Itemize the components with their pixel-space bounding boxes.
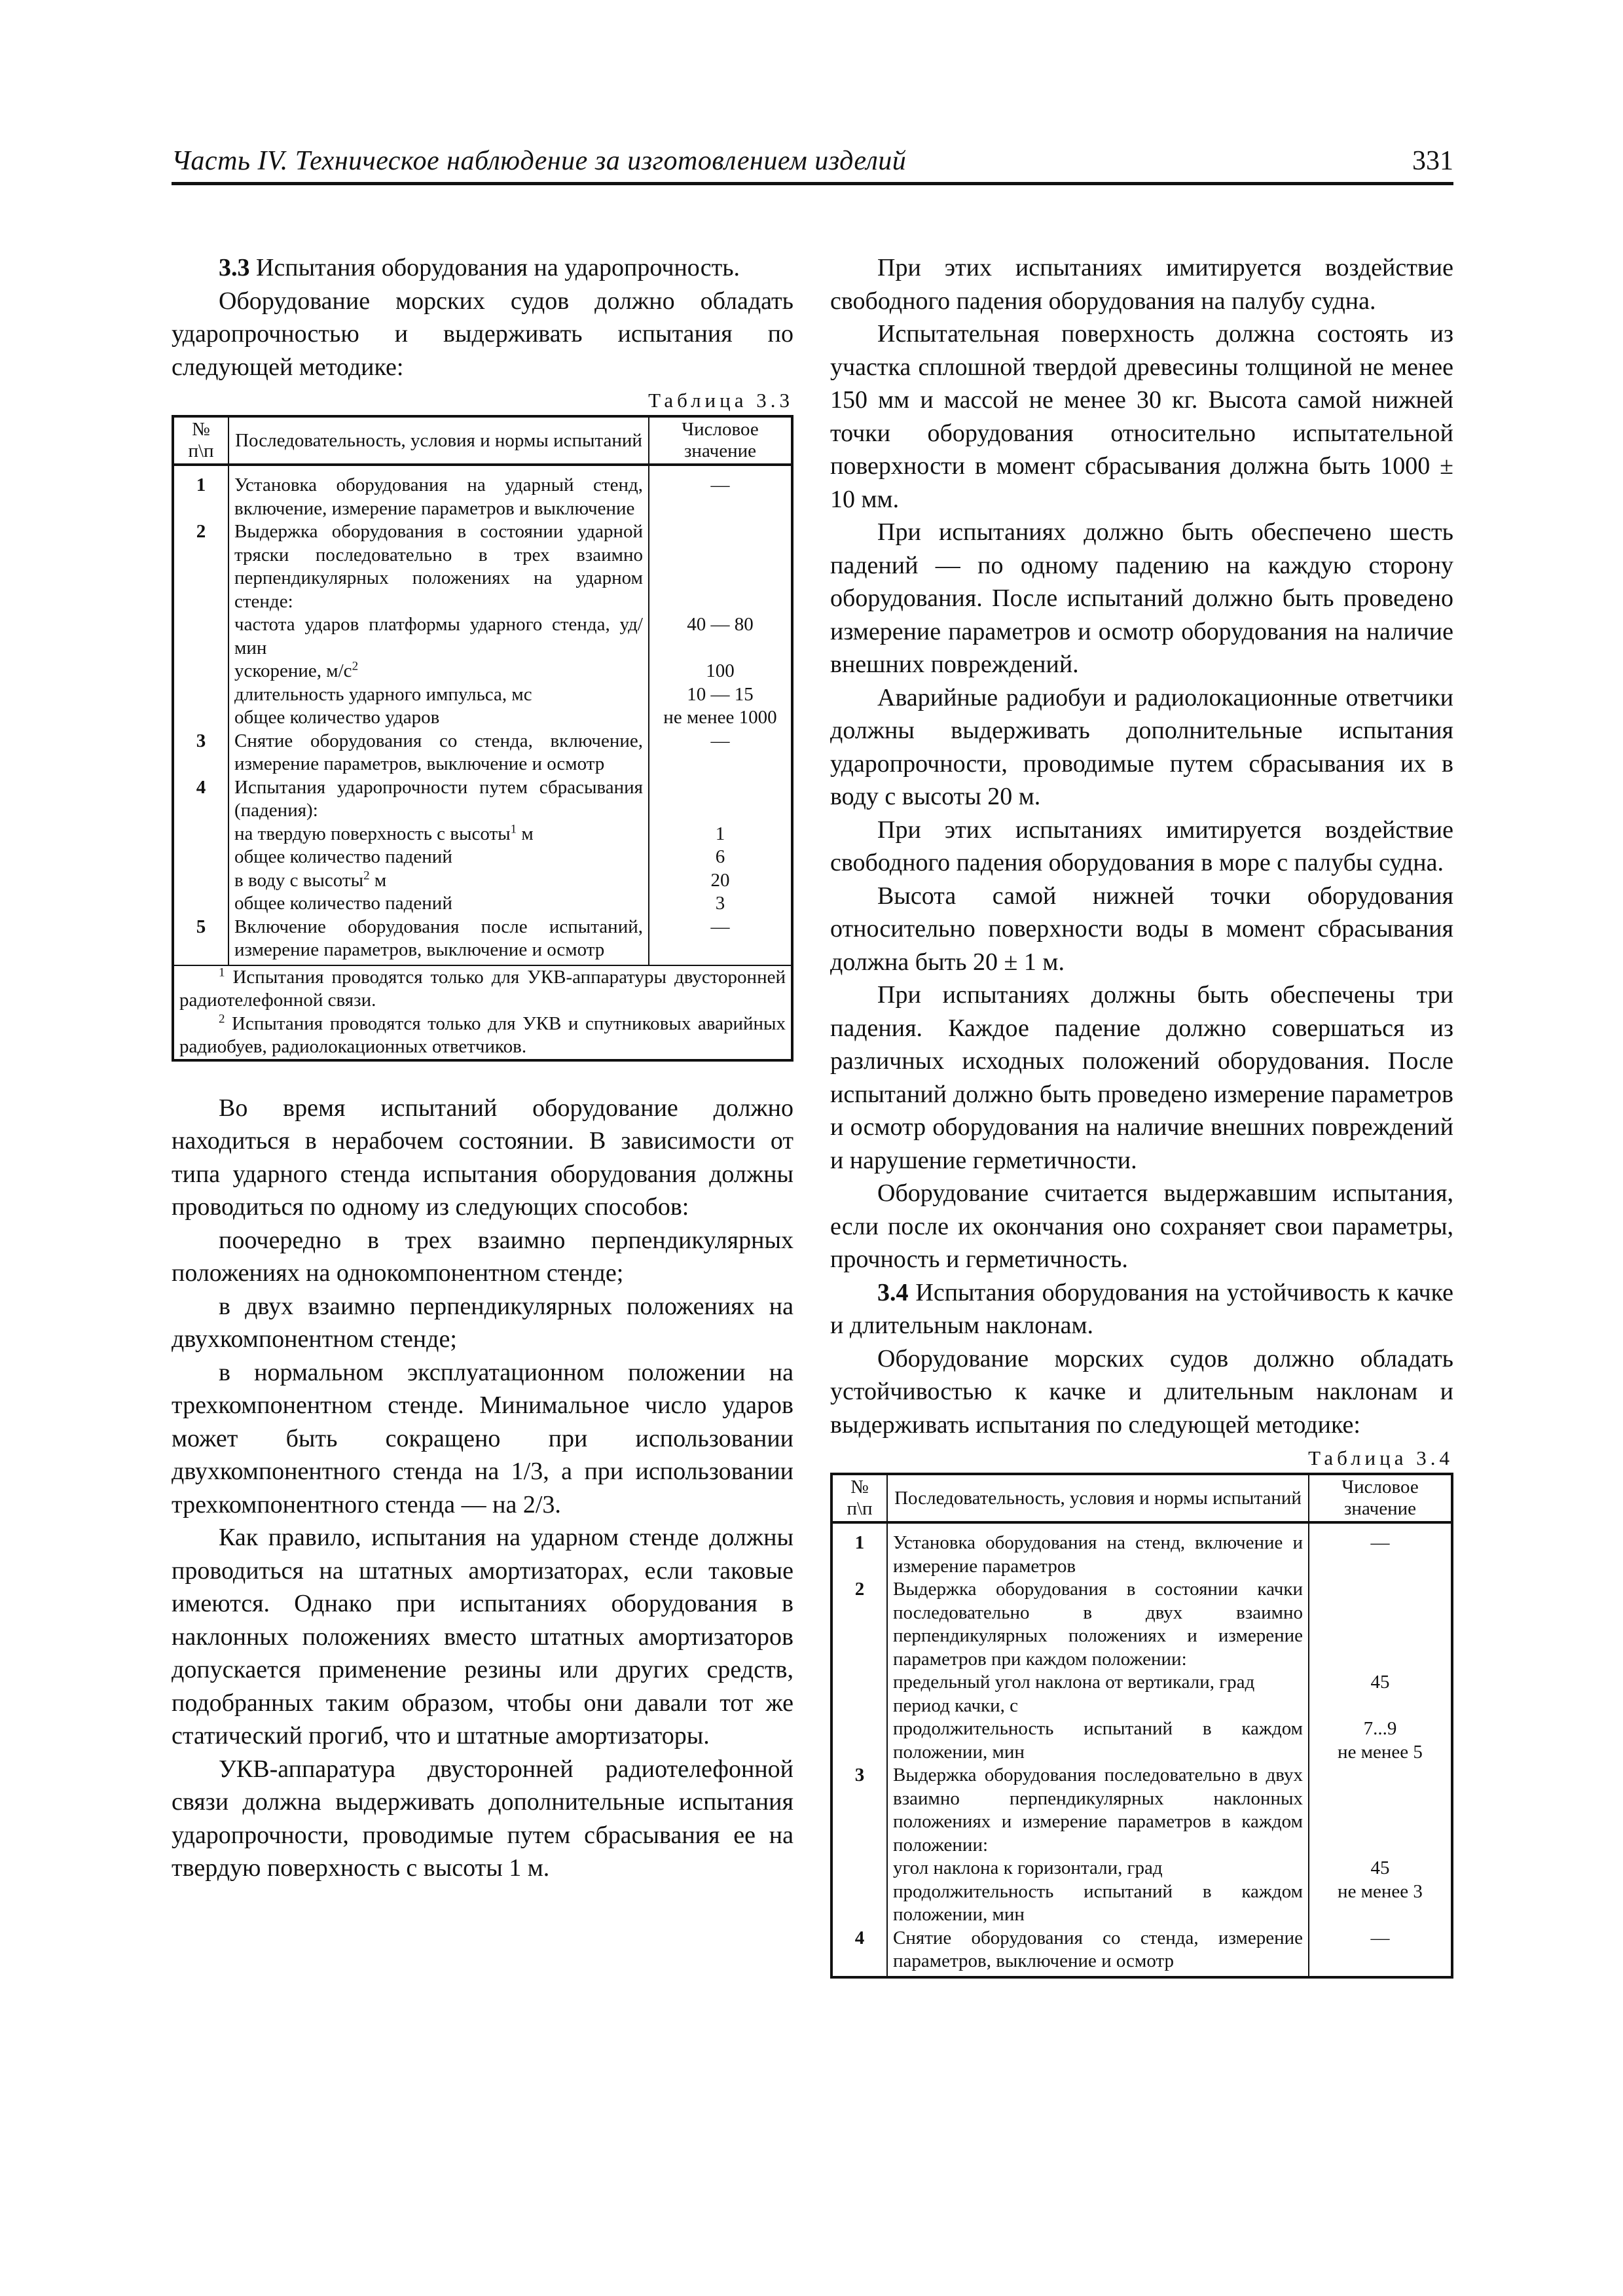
text: ускорение, м/с — [234, 660, 352, 681]
footnote-2 — [179, 1013, 786, 1059]
table-header-row — [831, 1474, 1452, 1522]
spacer — [1315, 1764, 1446, 1857]
row-desc-line: длительность ударного импульса, мс — [234, 683, 532, 705]
table-3-3-caption: Таблица 3.3 — [648, 389, 793, 412]
row-desc-line — [234, 660, 643, 683]
row-number: 2 — [831, 1578, 887, 1764]
col-header-desc: Последовательность, условия и нормы испытаний — [228, 416, 649, 465]
text: на твердую поверхность с высоты — [234, 823, 511, 844]
row-value-line: не менее 1000 — [663, 707, 777, 728]
row-value-line: 45 — [1370, 1857, 1390, 1878]
row-desc-line: Выдержка оборудования в состоянии качки последовательно в двух взаимно перпендикулярных положениях и измерение параметров при каждом положении: — [893, 1579, 1303, 1670]
table-row — [173, 776, 792, 916]
table-3-4 — [830, 1473, 1453, 1979]
row-desc-line — [234, 869, 643, 893]
table-row — [173, 520, 792, 730]
row-number: 4 — [173, 776, 228, 916]
row-desc-line: Выдержка оборудования последовательно в двух взаимно перпендикулярных наклонных положениях и измерение параметров в каждом положении: — [893, 1765, 1303, 1856]
col-header-num: № п\п — [831, 1474, 887, 1522]
row-desc: Снятие оборудования со стенда, измерение параметров, выключение и осмотр — [887, 1927, 1309, 1977]
footnote-1 — [179, 966, 786, 1013]
row-value-line: 3 — [715, 893, 725, 914]
paragraph: При этих испытаниях имитируется воздействие свободного падения оборудования на палубу судна. — [830, 254, 1453, 315]
row-desc-line: Испытания ударопрочности путем сбрасывания (падения): — [234, 776, 643, 821]
row-desc — [887, 1764, 1309, 1927]
row-number: 1 — [173, 465, 228, 520]
row-value-line: 6 — [715, 846, 725, 867]
paragraph: При испытаниях должны быть обеспечены три падения. Каждое падение должно совершаться из различных исходных положений оборудования. После испытаний должно быть проведено измерение параметров и осмотр оборудования на наличие внешних повреждений и нарушение герметичности. — [830, 981, 1453, 1174]
superscript: 2 — [352, 659, 359, 673]
footnote-mark: 2 — [219, 1011, 225, 1026]
paragraph: Во время испытаний оборудование должно находиться в нерабочем состоянии. В зависимости от типа ударного стенда испытания оборудования должны проводиться по одному из следующих способов: — [172, 1094, 793, 1221]
row-value: — — [649, 730, 792, 776]
paragraph: Высота самой нижней точки оборудования относительно поверхности воды в момент сбрасывания должна быть 20 ± 1 м. — [830, 882, 1453, 976]
spacer — [1315, 1695, 1446, 1718]
col-header-value: Числовое значение — [649, 416, 792, 465]
row-value-line: 45 — [1370, 1672, 1390, 1693]
row-value: — — [649, 916, 792, 965]
section-number: 3.4 — [877, 1278, 909, 1306]
row-value — [649, 520, 792, 730]
header-title: Часть IV. Техническое наблюдение за изготовлением изделий — [172, 146, 907, 176]
table-row — [173, 465, 792, 520]
row-value-line: 7...9 — [1363, 1718, 1397, 1739]
row-desc — [887, 1578, 1309, 1764]
row-desc: Установка оборудования на ударный стенд, включение, измерение параметров и выключение — [228, 465, 649, 520]
row-number: 3 — [831, 1764, 887, 1927]
row-desc-line: частота ударов платформы ударного стенда, уд/мин — [234, 614, 643, 658]
spacer — [655, 520, 786, 613]
spacer — [655, 776, 786, 823]
row-value-line: 1 — [715, 823, 725, 844]
row-desc — [228, 776, 649, 916]
section-number: 3.3 — [219, 254, 250, 281]
row-number: 1 — [831, 1522, 887, 1578]
table-row — [831, 1522, 1452, 1578]
spacer — [1315, 1578, 1446, 1671]
row-desc: Включение оборудования после испытаний, измерение параметров, выключение и осмотр — [228, 916, 649, 965]
superscript: 2 — [363, 868, 370, 882]
col-header-desc: Последовательность, условия и нормы испытаний — [887, 1474, 1309, 1522]
row-value: — — [1309, 1927, 1452, 1977]
row-value-line: 20 — [710, 869, 730, 891]
paragraph: Оборудование морских судов должно обладать ударопрочностью и выдерживать испытания по следующей методике: — [172, 287, 793, 381]
row-value-line: не менее 3 — [1338, 1880, 1423, 1902]
paragraph: в нормальном эксплуатационном положении на трехкомпонентном стенде. Минимальное число ударов может быть сокращено при использовании двухкомпонентного стенда на 1/3, а при использовании трехкомпонентного стенда — на 2/3. — [172, 1358, 793, 1518]
table-3-4-caption: Таблица 3.4 — [1308, 1446, 1453, 1469]
row-desc-line: Выдержка оборудования в состоянии ударной тряски последовательно в трех взаимно перпендикулярных положениях на ударном стенде: — [234, 521, 643, 612]
paragraph: УКВ-аппаратура двусторонней радиотелефонной связи должна выдерживать дополнительные испытания ударопрочности, проводимые путем сбрасывания ее на твердую поверхность с высоты 1 м. — [172, 1755, 793, 1882]
row-desc — [228, 520, 649, 730]
row-desc-line: общее количество падений — [234, 846, 452, 867]
section-3-4-heading — [830, 1276, 1453, 1342]
footnote-mark: 1 — [219, 965, 225, 979]
table-row — [831, 1764, 1452, 1927]
footnote-text: Испытания проводятся только для УКВ-аппаратуры двусторонней радиотелефонной связи. — [179, 966, 786, 1011]
paragraph: поочередно в трех взаимно перпендикулярных положениях на однокомпонентном стенде; — [172, 1226, 793, 1287]
table-row — [173, 916, 792, 965]
row-value — [1309, 1764, 1452, 1927]
paragraph: Оборудование считается выдержавшим испытания, если после их окончания оно сохраняет свои параметры, прочность и герметичность. — [830, 1179, 1453, 1273]
table-row — [173, 730, 792, 776]
table-header-row — [173, 416, 792, 465]
row-desc: Установка оборудования на стенд, включение и измерение параметров — [887, 1522, 1309, 1578]
paragraph: Испытательная поверхность должна состоять из участка сплошной твердой древесины толщиной не менее 150 мм и массой не менее 30 кг. Высота самой нижней точки оборудования относительно испытательной поверхности в момент сбрасывания должна быть 1000 ± 10 мм. — [830, 320, 1453, 513]
paragraph: При испытаниях должно быть обеспечено шесть падений — по одному падению на каждую сторону оборудования. После испытаний должно быть проведено измерение параметров и осмотр оборудования на наличие внешних повреждений. — [830, 518, 1453, 678]
row-desc-line: продолжительность испытаний в каждом положении, мин — [893, 1880, 1303, 1925]
text: м — [517, 823, 534, 844]
paragraph: в двух взаимно перпендикулярных положениях на двухкомпонентном стенде; — [172, 1292, 793, 1353]
paragraph: Оборудование морских судов должно обладать устойчивостью к качке и длительным наклонам и выдерживать испытания по следующей методике: — [830, 1344, 1453, 1439]
row-number: 2 — [173, 520, 228, 730]
table-notes-row — [173, 965, 792, 1060]
section-title: Испытания оборудования на ударопрочность. — [249, 254, 740, 281]
row-desc-line: предельный угол наклона от вертикали, град — [893, 1672, 1255, 1693]
row-value-line: 10 — 15 — [687, 683, 754, 705]
footnote-text: Испытания проводятся только для УКВ и спутниковых аварийных радиобуев, радиолокационных ответчиков. — [179, 1013, 786, 1057]
row-desc-line — [234, 823, 643, 846]
page-number: 331 — [1412, 146, 1453, 176]
table-row — [831, 1578, 1452, 1764]
text: м — [369, 869, 387, 891]
row-number: 4 — [831, 1927, 887, 1977]
row-number: 3 — [173, 730, 228, 776]
row-value — [649, 776, 792, 916]
table-3-3 — [172, 415, 793, 1062]
paragraph: Аварийные радиобуи и радиолокационные ответчики должны выдерживать дополнительные испытания ударопрочности, проводимые путем сбрасывания их в воду с высоты 20 м. — [830, 683, 1453, 810]
row-number: 5 — [173, 916, 228, 965]
row-value-line: не менее 5 — [1338, 1741, 1423, 1763]
row-desc-line: период качки, с — [893, 1695, 1019, 1716]
superscript: 1 — [510, 821, 517, 836]
paragraph: Как правило, испытания на ударном стенде должны проводиться на штатных амортизаторах, если таковые имеются. Однако при испытаниях оборудования в наклонных положениях вместо штатных амортизаторов допускается применение резины или других средств, подобранных таким образом, чтобы они давали тот же статический прогиб, что и штатные амортизаторы. — [172, 1524, 793, 1749]
row-value-line: 100 — [706, 660, 735, 681]
table-notes — [173, 965, 792, 1060]
section-title: Испытания оборудования на устойчивость к качке и длительным наклонам. — [830, 1278, 1453, 1339]
section-3-3-heading — [172, 251, 793, 285]
left-column — [172, 251, 793, 1885]
right-column — [830, 251, 1453, 1979]
col-header-num: № п\п — [173, 416, 228, 465]
spacer — [655, 637, 786, 660]
row-desc-line: продолжительность испытаний в каждом положении, мин — [893, 1718, 1303, 1763]
row-value: — — [1309, 1522, 1452, 1578]
row-desc-line: общее количество падений — [234, 893, 452, 914]
spacer — [172, 1062, 793, 1092]
row-desc: Снятие оборудования со стенда, включение, измерение параметров, выключение и осмотр — [228, 730, 649, 776]
row-value-line: 40 — 80 — [687, 614, 754, 635]
running-header — [172, 143, 1453, 185]
row-desc-line: общее количество ударов — [234, 707, 440, 728]
text: в воду с высоты — [234, 869, 364, 891]
table-row — [831, 1927, 1452, 1977]
paragraph: При этих испытаниях имитируется воздействие свободного падения оборудования в море с палубы судна. — [830, 816, 1453, 876]
row-value: — — [649, 465, 792, 520]
row-value — [1309, 1578, 1452, 1764]
col-header-value: Числовое значение — [1309, 1474, 1452, 1522]
row-desc-line: угол наклона к горизонтали, град — [893, 1857, 1163, 1878]
